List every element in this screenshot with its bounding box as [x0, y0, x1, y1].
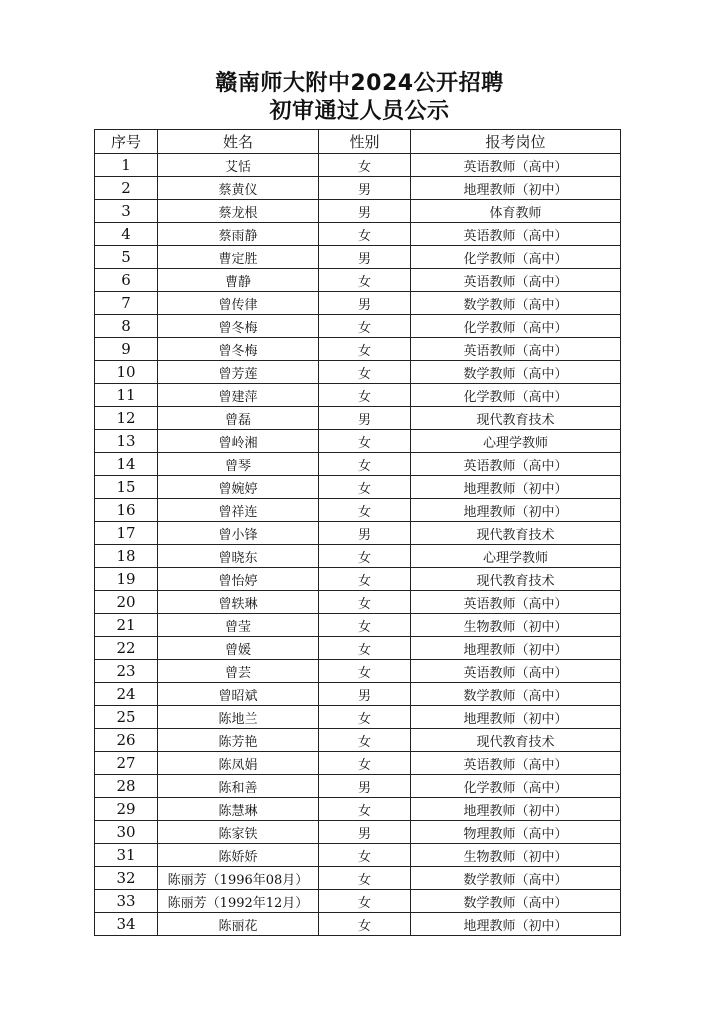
cell-gender: 男 — [319, 821, 411, 844]
cell-position: 英语教师（高中） — [411, 269, 621, 292]
header-number: 序号 — [95, 130, 158, 154]
cell-number: 7 — [95, 292, 158, 315]
cell-number: 34 — [95, 913, 158, 936]
cell-position: 化学教师（高中） — [411, 315, 621, 338]
header-position: 报考岗位 — [411, 130, 621, 154]
cell-gender: 女 — [319, 384, 411, 407]
cell-gender: 女 — [319, 867, 411, 890]
cell-name: 蔡黄仪 — [158, 177, 319, 200]
cell-name: 曾冬梅 — [158, 338, 319, 361]
cell-position: 地理教师（初中） — [411, 177, 621, 200]
cell-number: 32 — [95, 867, 158, 890]
cell-gender: 男 — [319, 683, 411, 706]
table-row — [95, 430, 621, 453]
cell-gender: 女 — [319, 338, 411, 361]
cell-name: 曾轶琳 — [158, 591, 319, 614]
cell-gender: 女 — [319, 729, 411, 752]
cell-position: 化学教师（高中） — [411, 246, 621, 269]
table-row — [95, 890, 621, 913]
cell-gender: 女 — [319, 637, 411, 660]
cell-name: 曹定胜 — [158, 246, 319, 269]
cell-position: 体育教师 — [411, 200, 621, 223]
table-row — [95, 223, 621, 246]
cell-name: 曾莹 — [158, 614, 319, 637]
cell-position: 英语教师（高中） — [411, 752, 621, 775]
cell-number: 29 — [95, 798, 158, 821]
cell-name: 陈和善 — [158, 775, 319, 798]
table-row — [95, 545, 621, 568]
table-row — [95, 246, 621, 269]
cell-name: 曾怡婷 — [158, 568, 319, 591]
cell-position: 数学教师（高中） — [411, 683, 621, 706]
table-row — [95, 729, 621, 752]
table-row — [95, 568, 621, 591]
cell-name: 曾芳莲 — [158, 361, 319, 384]
cell-name: 陈芳艳 — [158, 729, 319, 752]
table-row — [95, 522, 621, 545]
cell-name: 曾晓东 — [158, 545, 319, 568]
cell-gender: 男 — [319, 775, 411, 798]
table-row — [95, 614, 621, 637]
cell-name: 陈地兰 — [158, 706, 319, 729]
cell-number: 18 — [95, 545, 158, 568]
cell-number: 30 — [95, 821, 158, 844]
table-row — [95, 476, 621, 499]
table-row — [95, 407, 621, 430]
cell-number: 8 — [95, 315, 158, 338]
cell-name: 曾芸 — [158, 660, 319, 683]
cell-name: 曾琴 — [158, 453, 319, 476]
cell-number: 3 — [95, 200, 158, 223]
table-row — [95, 154, 621, 177]
cell-gender: 男 — [319, 246, 411, 269]
cell-name: 陈丽芳（1992年12月） — [158, 890, 319, 913]
table-row — [95, 338, 621, 361]
cell-number: 23 — [95, 660, 158, 683]
cell-position: 英语教师（高中） — [411, 223, 621, 246]
table-row — [95, 867, 621, 890]
cell-gender: 女 — [319, 591, 411, 614]
cell-position: 心理学教师 — [411, 545, 621, 568]
cell-position: 现代教育技术 — [411, 729, 621, 752]
table-row — [95, 315, 621, 338]
table-row — [95, 683, 621, 706]
cell-gender: 女 — [319, 453, 411, 476]
cell-gender: 女 — [319, 913, 411, 936]
cell-number: 22 — [95, 637, 158, 660]
cell-gender: 女 — [319, 315, 411, 338]
cell-name: 曹静 — [158, 269, 319, 292]
cell-name: 曾昭斌 — [158, 683, 319, 706]
cell-name: 曾婉婷 — [158, 476, 319, 499]
cell-position: 英语教师（高中） — [411, 154, 621, 177]
page-subtitle: 初审通过人员公示 — [269, 99, 450, 124]
cell-position: 英语教师（高中） — [411, 660, 621, 683]
cell-position: 地理教师（初中） — [411, 476, 621, 499]
cell-position: 英语教师（高中） — [411, 591, 621, 614]
cell-name: 陈娇娇 — [158, 844, 319, 867]
cell-number: 19 — [95, 568, 158, 591]
cell-number: 15 — [95, 476, 158, 499]
cell-position: 现代教育技术 — [411, 407, 621, 430]
cell-name: 陈凤娟 — [158, 752, 319, 775]
cell-gender: 女 — [319, 154, 411, 177]
cell-position: 化学教师（高中） — [411, 775, 621, 798]
cell-position: 地理教师（初中） — [411, 706, 621, 729]
table-row — [95, 292, 621, 315]
cell-number: 24 — [95, 683, 158, 706]
cell-number: 13 — [95, 430, 158, 453]
cell-position: 地理教师（初中） — [411, 913, 621, 936]
cell-number: 14 — [95, 453, 158, 476]
cell-position: 地理教师（初中） — [411, 499, 621, 522]
cell-gender: 女 — [319, 499, 411, 522]
cell-name: 陈慧琳 — [158, 798, 319, 821]
cell-gender: 女 — [319, 545, 411, 568]
cell-position: 生物教师（初中） — [411, 844, 621, 867]
cell-position: 物理教师（高中） — [411, 821, 621, 844]
page-title: 赣南师大附中2024公开招聘 — [215, 71, 504, 96]
cell-name: 陈家铁 — [158, 821, 319, 844]
cell-name: 陈丽芳（1996年08月） — [158, 867, 319, 890]
cell-position: 数学教师（高中） — [411, 867, 621, 890]
table-row — [95, 637, 621, 660]
cell-position: 英语教师（高中） — [411, 453, 621, 476]
cell-gender: 女 — [319, 269, 411, 292]
table-row — [95, 269, 621, 292]
cell-gender: 女 — [319, 890, 411, 913]
table-row — [95, 752, 621, 775]
cell-number: 2 — [95, 177, 158, 200]
cell-gender: 男 — [319, 177, 411, 200]
cell-gender: 女 — [319, 361, 411, 384]
cell-gender: 女 — [319, 430, 411, 453]
cell-position: 数学教师（高中） — [411, 890, 621, 913]
cell-gender: 男 — [319, 200, 411, 223]
cell-number: 11 — [95, 384, 158, 407]
cell-position: 生物教师（初中） — [411, 614, 621, 637]
cell-gender: 女 — [319, 660, 411, 683]
cell-number: 31 — [95, 844, 158, 867]
roster-table — [94, 129, 621, 936]
table-row — [95, 913, 621, 936]
cell-gender: 男 — [319, 292, 411, 315]
cell-position: 地理教师（初中） — [411, 798, 621, 821]
cell-gender: 女 — [319, 568, 411, 591]
cell-number: 16 — [95, 499, 158, 522]
cell-name: 陈丽花 — [158, 913, 319, 936]
cell-number: 6 — [95, 269, 158, 292]
table-row — [95, 706, 621, 729]
cell-name: 曾冬梅 — [158, 315, 319, 338]
cell-name: 曾媛 — [158, 637, 319, 660]
cell-position: 数学教师（高中） — [411, 292, 621, 315]
cell-number: 17 — [95, 522, 158, 545]
cell-number: 27 — [95, 752, 158, 775]
cell-number: 28 — [95, 775, 158, 798]
cell-position: 数学教师（高中） — [411, 361, 621, 384]
cell-number: 25 — [95, 706, 158, 729]
header-row — [95, 130, 621, 154]
cell-number: 1 — [95, 154, 158, 177]
cell-name: 蔡雨静 — [158, 223, 319, 246]
cell-gender: 男 — [319, 522, 411, 545]
table-row — [95, 453, 621, 476]
cell-gender: 女 — [319, 614, 411, 637]
cell-name: 曾建萍 — [158, 384, 319, 407]
cell-name: 曾祥连 — [158, 499, 319, 522]
cell-name: 艾恬 — [158, 154, 319, 177]
table-row — [95, 200, 621, 223]
cell-number: 9 — [95, 338, 158, 361]
cell-number: 26 — [95, 729, 158, 752]
table-row — [95, 844, 621, 867]
header-name: 姓名 — [158, 130, 319, 154]
table-row — [95, 798, 621, 821]
cell-name: 曾磊 — [158, 407, 319, 430]
table-row — [95, 821, 621, 844]
table-row — [95, 499, 621, 522]
cell-gender: 女 — [319, 223, 411, 246]
cell-number: 20 — [95, 591, 158, 614]
table-row — [95, 591, 621, 614]
cell-gender: 女 — [319, 844, 411, 867]
cell-position: 现代教育技术 — [411, 568, 621, 591]
cell-number: 12 — [95, 407, 158, 430]
cell-position: 化学教师（高中） — [411, 384, 621, 407]
cell-number: 10 — [95, 361, 158, 384]
cell-number: 4 — [95, 223, 158, 246]
cell-gender: 女 — [319, 476, 411, 499]
cell-name: 曾传律 — [158, 292, 319, 315]
cell-gender: 女 — [319, 752, 411, 775]
cell-number: 21 — [95, 614, 158, 637]
cell-gender: 女 — [319, 798, 411, 821]
cell-position: 英语教师（高中） — [411, 338, 621, 361]
cell-position: 现代教育技术 — [411, 522, 621, 545]
table-row — [95, 361, 621, 384]
cell-gender: 女 — [319, 706, 411, 729]
header-gender: 性别 — [319, 130, 411, 154]
cell-name: 曾小锋 — [158, 522, 319, 545]
cell-number: 33 — [95, 890, 158, 913]
table-row — [95, 384, 621, 407]
cell-name: 曾岭湘 — [158, 430, 319, 453]
cell-position: 心理学教师 — [411, 430, 621, 453]
table-row — [95, 775, 621, 798]
table-row — [95, 660, 621, 683]
table-row — [95, 177, 621, 200]
cell-number: 5 — [95, 246, 158, 269]
cell-position: 地理教师（初中） — [411, 637, 621, 660]
cell-name: 蔡龙根 — [158, 200, 319, 223]
cell-gender: 男 — [319, 407, 411, 430]
